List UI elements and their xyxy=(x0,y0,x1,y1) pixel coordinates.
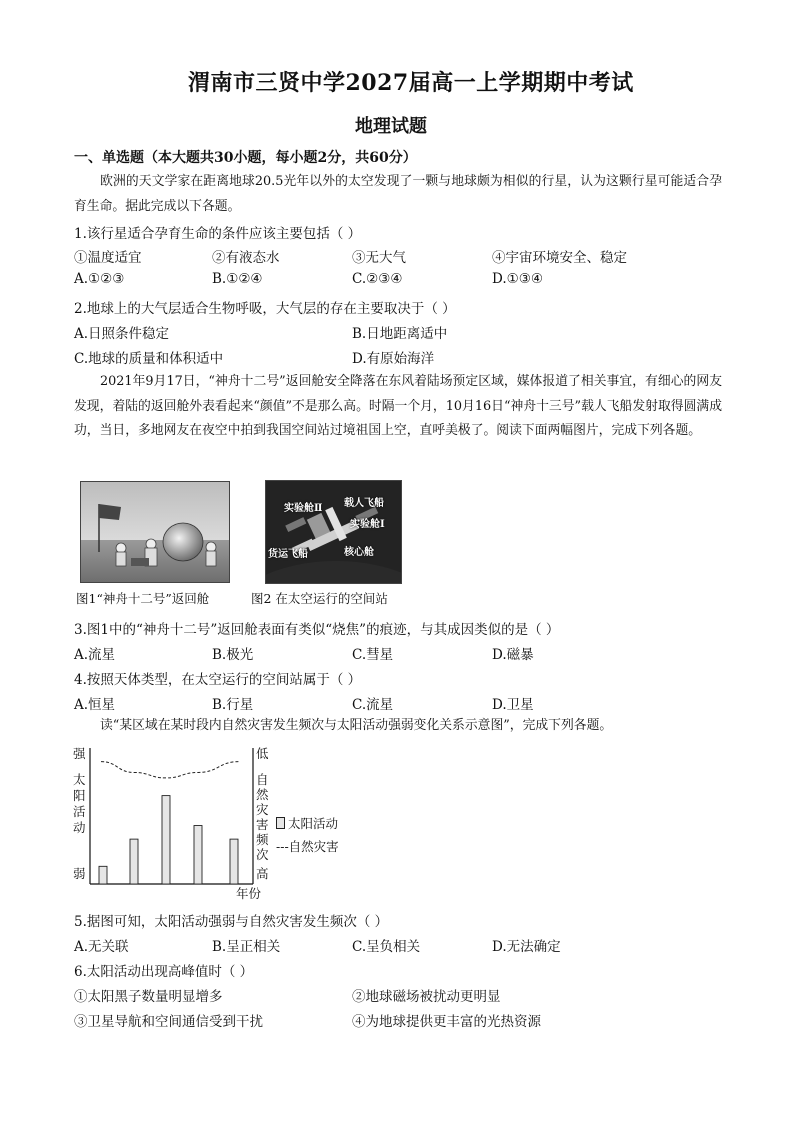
question-1-stem: 1.该行星适合孕育生命的条件应该主要包括（ ） xyxy=(74,226,362,242)
q2-option-c: C.地球的质量和体积适中 xyxy=(74,351,224,367)
q2-option-a: A.日照条件稳定 xyxy=(74,326,170,342)
question-5-stem: 5.据图可知，太阳活动强弱与自然灾害发生频次（ ） xyxy=(74,914,389,930)
chart-left-bottom-label: 弱 xyxy=(73,866,86,881)
solar-activity-disaster-chart xyxy=(87,748,257,888)
q1-option-c: C.②③④ xyxy=(352,271,403,287)
q4-option-d: D.卫星 xyxy=(492,697,534,713)
chart-x-axis-label: 年份 xyxy=(236,886,262,901)
q2-option-b: B.日地距离适中 xyxy=(352,326,448,342)
q1-item-3: ③无大气 xyxy=(352,250,406,266)
q6-item-2: ②地球磁场被扰动更明显 xyxy=(352,989,501,1005)
q6-item-4: ④为地球提供更丰富的光热资源 xyxy=(352,1014,541,1030)
q6-item-3: ③卫星导航和空间通信受到干扰 xyxy=(74,1014,263,1030)
question-3-stem: 3.图1中的“神舟十二号”返回舱表面有类似“烧焦”的痕迹，与其成因类似的是（ ） xyxy=(74,622,560,638)
label-core-module: 核心舱 xyxy=(344,547,374,558)
q3-option-c: C.彗星 xyxy=(352,647,394,663)
label-lab-module-1: 实验舱Ⅰ xyxy=(350,519,385,530)
question-4-stem: 4.按照天体类型，在太空运行的空间站属于（ ） xyxy=(74,672,362,688)
figure-1-caption: 图1“神舟十二号”返回舱 xyxy=(76,591,210,606)
passage-1: 欧洲的天文学家在距离地球20.5光年以外的太空发现了一颗与地球颇为相似的行星，认为这颗行星可能适合孕育生命。据此完成以下各题。 xyxy=(74,174,722,214)
solar-activity-bar xyxy=(194,826,202,884)
q1-item-2: ②有液态水 xyxy=(212,250,280,266)
solar-activity-bar xyxy=(230,839,238,884)
disaster-frequency-curve xyxy=(101,762,239,778)
label-lab-module-2: 实验舱Ⅱ xyxy=(284,503,323,514)
q2-option-d: D.有原始海洋 xyxy=(352,351,435,367)
q4-option-b: B.行星 xyxy=(212,697,254,713)
q1-item-1: ①温度适宜 xyxy=(74,250,142,266)
passage-2: 2021年9月17日，“神舟十二号”返回舱安全降落在东风着陆场预定区域，媒体报道了相关事宜，有细心的网友发现，着陆的返回舱外表看起来“颜值”不是那么高。时隔一个月，10月16日“神舟十三号”载人飞船发射取得圆满成功，当日，多地网友在夜空中拍到我国空间站过境祖国上空，直呼美极了。阅读下面两幅图片，完成下列各题。 xyxy=(74,374,722,438)
chart-left-top-label: 强 xyxy=(73,746,86,761)
solar-activity-bar xyxy=(162,796,170,884)
figure-2-caption: 图2 在太空运行的空间站 xyxy=(251,591,388,606)
figure-2-space-station-image xyxy=(265,480,402,584)
legend-line-label: ---自然灾害 xyxy=(276,839,339,854)
solar-activity-bar xyxy=(130,839,138,884)
q5-option-c: C.呈负相关 xyxy=(352,939,421,955)
section-heading: 一、单选题（本大题共30小题，每小题2分，共60分） xyxy=(74,150,417,166)
q5-option-a: A.无关联 xyxy=(74,939,129,955)
question-2-stem: 2.地球上的大气层适合生物呼吸，大气层的存在主要取决于（ ） xyxy=(74,301,456,317)
label-crewed-ship: 载人飞船 xyxy=(344,498,384,509)
chart-left-axis-label: 太阳活动 xyxy=(73,772,86,835)
chart-right-axis-label: 自然灾害频次 xyxy=(256,772,269,862)
q4-option-c: C.流星 xyxy=(352,697,394,713)
passage-3: 读“某区域在某时段内自然灾害发生频次与太阳活动强弱变化关系示意图”，完成下列各题。 xyxy=(100,718,613,733)
question-6-stem: 6.太阳活动出现高峰值时（ ） xyxy=(74,964,254,980)
q1-item-4: ④宇宙环境安全、稳定 xyxy=(492,250,627,266)
figure-1-capsule-photo xyxy=(80,481,230,583)
legend-bar-label: 太阳活动 xyxy=(288,816,339,831)
q5-option-b: B.呈正相关 xyxy=(212,939,281,955)
q3-option-b: B.极光 xyxy=(212,647,254,663)
q1-option-d: D.①③④ xyxy=(492,271,543,287)
q1-option-b: B.①②④ xyxy=(212,271,263,287)
q5-option-d: D.无法确定 xyxy=(492,939,561,955)
q1-option-a: A.①②③ xyxy=(74,271,125,287)
subject-title: 地理试题 xyxy=(355,116,427,137)
q4-option-a: A.恒星 xyxy=(74,697,116,713)
q3-option-d: D.磁暴 xyxy=(492,647,534,663)
q6-item-1: ①太阳黑子数量明显增多 xyxy=(74,989,223,1005)
chart-right-top-label: 低 xyxy=(256,746,269,761)
solar-activity-bar xyxy=(99,866,107,884)
page-title: 渭南市三贤中学2027届高一上学期期中考试 xyxy=(188,70,634,96)
q3-option-a: A.流星 xyxy=(74,647,116,663)
chart-right-bottom-label: 高 xyxy=(256,866,269,881)
label-cargo-ship: 货运飞船 xyxy=(268,549,308,560)
legend-bar-swatch xyxy=(276,817,285,829)
